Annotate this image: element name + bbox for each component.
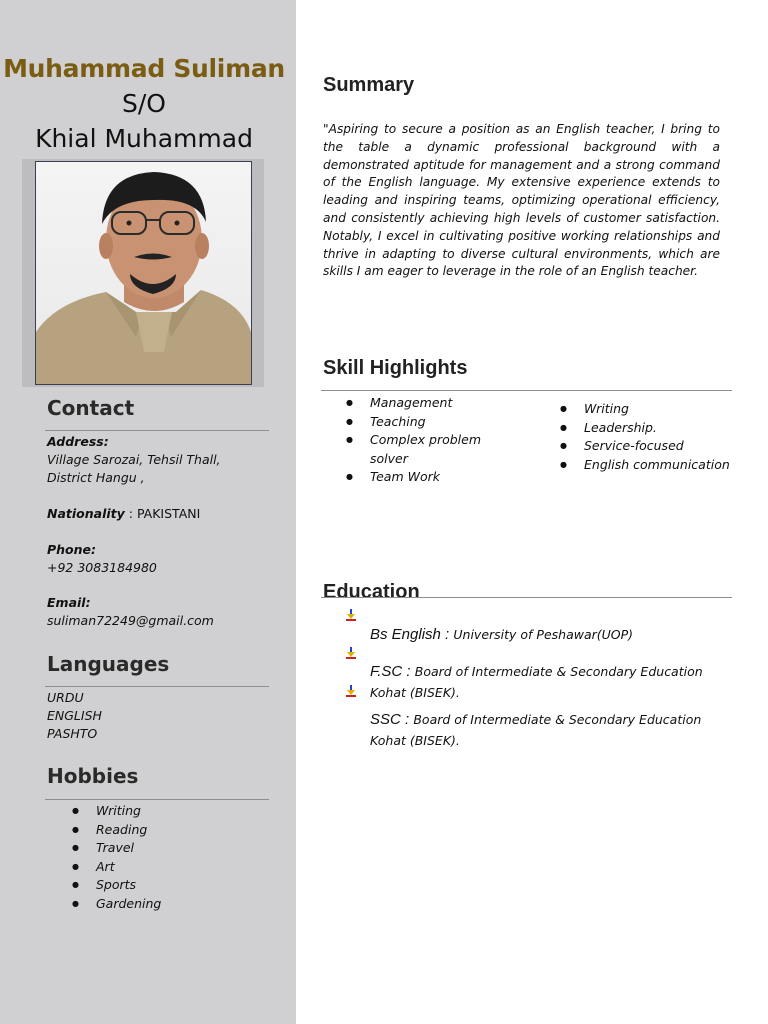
skills-list-right bbox=[560, 400, 740, 474]
arrow-bullet-icon bbox=[344, 646, 358, 660]
education-degree: Bs English : bbox=[370, 626, 454, 643]
relation-label: S/O bbox=[122, 89, 166, 118]
nationality-value: : PAKISTANI bbox=[124, 506, 201, 521]
languages-list bbox=[47, 689, 102, 743]
phone-value: +92 3083184980 bbox=[47, 560, 157, 575]
father-name: Khial Muhammad bbox=[35, 124, 253, 153]
education-institution: Board of Intermediate & Secondary Education bbox=[413, 712, 702, 727]
summary-heading: Summary bbox=[323, 74, 415, 96]
hobby-item: ● Art bbox=[72, 858, 161, 877]
language-item: URDU bbox=[47, 690, 84, 705]
hobby-item: ● Travel bbox=[72, 839, 161, 858]
sidebar bbox=[0, 0, 296, 1024]
languages-divider bbox=[45, 686, 269, 687]
email-label: Email: bbox=[47, 595, 91, 610]
nationality-label: Nationality bbox=[47, 506, 125, 521]
hobbies-heading: Hobbies bbox=[47, 764, 139, 788]
education-divider bbox=[321, 597, 732, 598]
address-line-1: Village Sarozai, Tehsil Thall, bbox=[47, 452, 221, 467]
email-value: suliman72249@gmail.com bbox=[47, 613, 214, 628]
contact-details bbox=[47, 433, 221, 630]
hobby-item: ● Reading bbox=[72, 821, 161, 840]
skills-heading: Skill Highlights bbox=[323, 357, 468, 379]
skill-item: ● Management bbox=[346, 394, 516, 413]
photo-frame bbox=[22, 159, 264, 387]
contact-heading: Contact bbox=[47, 396, 135, 420]
profile-photo-illustration bbox=[36, 162, 251, 384]
skill-item: ● Team Work bbox=[346, 468, 516, 487]
address-line-2: District Hangu , bbox=[47, 470, 145, 485]
nationality-row bbox=[47, 505, 221, 523]
skill-item: ● Service-focused bbox=[560, 437, 740, 456]
education-item bbox=[370, 663, 703, 681]
languages-heading: Languages bbox=[47, 652, 170, 676]
contact-divider bbox=[45, 430, 269, 431]
name-block bbox=[0, 52, 288, 156]
skills-divider bbox=[321, 390, 732, 391]
phone-label: Phone: bbox=[47, 542, 97, 557]
language-item: PASHTO bbox=[47, 726, 98, 741]
hobby-item: ● Writing bbox=[72, 802, 161, 821]
language-item: ENGLISH bbox=[47, 708, 102, 723]
arrow-bullet-icon bbox=[344, 684, 358, 698]
skills-list-left bbox=[346, 394, 516, 487]
hobby-item: ● Gardening bbox=[72, 895, 161, 914]
education-institution: University of Peshawar(UOP) bbox=[453, 627, 634, 642]
arrow-bullet-icon bbox=[344, 608, 358, 622]
education-heading: Education bbox=[323, 581, 420, 603]
education-institution-line2: Kohat (BISEK). bbox=[370, 685, 460, 700]
hobbies-divider bbox=[45, 799, 269, 800]
skill-item: ● Teaching bbox=[346, 413, 516, 432]
address-label: Address: bbox=[47, 434, 109, 449]
skill-item: ● Writing bbox=[560, 400, 740, 419]
skill-item: ● English communication bbox=[560, 456, 740, 475]
education-degree: SSC : bbox=[370, 711, 414, 728]
education-degree: F.SC : bbox=[370, 663, 415, 680]
candidate-name: Muhammad Suliman bbox=[3, 54, 285, 83]
summary-text: "Aspiring to secure a position as an English teacher, I bring to the table a dynamic professional background with a demonstrated aptitude for management and a strong command of the English language. My extensive experience extends to leading and inspiring teams, optimizing operational efficiency, and consistently achieving high levels of customer satisfaction. Notably, I excel in cultivating positive working relationships and thrive in adapting to diverse cultural environments, which are skills I am eager to leverage in the role of an English teacher. bbox=[323, 122, 720, 279]
profile-photo bbox=[35, 161, 252, 385]
education-institution-line2: Kohat (BISEK). bbox=[370, 733, 460, 748]
hobbies-list bbox=[72, 802, 161, 913]
hobby-item: ● Sports bbox=[72, 876, 161, 895]
skill-item: ● Leadership. bbox=[560, 419, 740, 438]
skill-item: ● Complex problem solver bbox=[346, 431, 490, 468]
education-item bbox=[370, 711, 701, 729]
education-item bbox=[370, 626, 633, 644]
education-institution: Board of Intermediate & Secondary Education bbox=[414, 664, 703, 679]
